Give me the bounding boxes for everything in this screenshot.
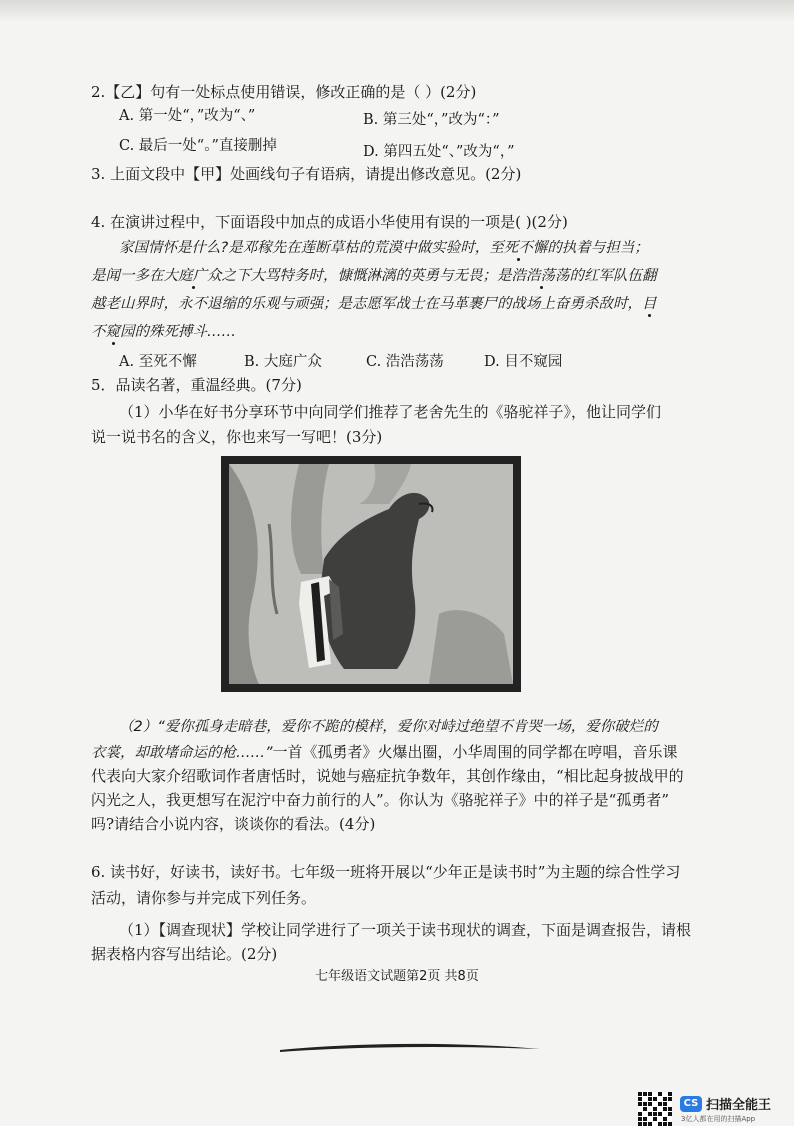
camel-illustration [221, 456, 521, 692]
q2-option-c: C. 最后一处“。”直接删掉 [119, 138, 277, 154]
q5-part2-line-3: 代表向大家介绍歌词作者唐恬时，说她与癌症抗争数年，其创作缘由，“相比起身披战甲的 [91, 767, 684, 785]
q6-part1-line-1: （1）【调查现状】学校让同学进行了一项关于读书现状的调查，下面是调查报告，请根 [119, 921, 692, 939]
camscanner-logo-icon: CS [680, 1096, 702, 1112]
q6-part1-line-2: 据表格内容写出结论。(2分) [91, 945, 278, 963]
scan-swoosh-mark [280, 1040, 540, 1054]
q4-passage-line-3: 越老山界时，永不退缩的乐观与顽强；是志愿军战士在马革裹尸的战场上奋勇杀敌时，目 [91, 296, 657, 312]
q4-passage-line-4: 不窥园的殊死搏斗…… [91, 324, 236, 340]
q4-option-a: A. 至死不懈 [119, 354, 197, 370]
q2-option-d: D. 第四五处“、”改为“，” [363, 144, 515, 160]
q4-passage-line-1: 家国情怀是什么?是邓稼先在莲断草枯的荒漠中做实验时，至死不懈的执着与担当； [119, 240, 649, 256]
q4-idiom-a: 至死不懈 [489, 240, 548, 256]
scan-top-edge [0, 0, 794, 22]
camel-illustration-art [229, 464, 513, 684]
q5-part1-line-2: 说一说书名的含义，你也来写一写吧！(3分) [91, 428, 383, 446]
q4-stem: 4. 在演讲过程中，下面语段中加点的成语小华使用有误的一项是( )(2分) [91, 213, 568, 231]
q2-option-a: A. 第一处“，”改为“、” [119, 108, 256, 124]
q6-line-2: 活动，请你参与并完成下列任务。 [91, 889, 317, 907]
q5-stem: 5．品读名著，重温经典。(7分) [91, 376, 302, 394]
q4-option-d: D. 目不窥园 [484, 354, 563, 370]
q5-part2-line-1: （2）“爱你孤身走暗巷，爱你不跪的模样，爱你对峙过绝望不肯哭一场，爱你破烂的 [119, 719, 658, 735]
q5-part2-line-5: 吗?请结合小说内容，谈谈你的看法。(4分) [91, 815, 376, 833]
q4-option-b: B. 大庭广众 [244, 354, 322, 370]
q5-part1-line-1: （1）小华在好书分享环节中向同学们推荐了老舍先生的《骆驼祥子》，他让同学们 [119, 403, 662, 421]
q4-passage-line-2: 是闻一多在大庭广众之下大骂特务时，慷慨淋漓的英勇与无畏；是浩浩荡荡的红军队伍翻 [91, 268, 657, 284]
page-footer: 七年级语文试题第2页 共8页 [315, 969, 479, 984]
q6-line-1: 6. 读书好，好读书，读好书。七年级一班将开展以“少年正是读书时”为主题的综合性学习 [91, 863, 681, 881]
q4-option-c: C. 浩浩荡荡 [366, 354, 444, 370]
watermark-tagline: 3亿人都在用的扫描App [681, 1115, 756, 1123]
q4-idiom-b: 大庭广众 [163, 268, 222, 284]
q2-stem: 2.【乙】句有一处标点使用错误，修改正确的是（ ）(2分) [91, 83, 477, 101]
q5-part2-line-4: 闪光之人，我更想写在泥泞中奋力前行的人”。你认为《骆驼祥子》中的祥子是“孤勇者” [91, 791, 670, 809]
q4-idiom-c: 浩浩荡荡 [511, 268, 570, 284]
qr-code [638, 1092, 672, 1126]
q4-idiom-d-part1: 目 [642, 296, 657, 312]
q5-part2-line-2: 衣裳，却敢堵命运的枪……”一首《孤勇者》火爆出圈，小华周围的同学都在哼唱，音乐课 [91, 743, 678, 761]
watermark-brand: 扫描全能王 [706, 1098, 772, 1113]
q2-option-b: B. 第三处“，”改为“：” [363, 112, 500, 128]
q4-idiom-d-part2: 不窥园 [91, 324, 135, 340]
q3-stem: 3. 上面文段中【甲】处画线句子有语病，请提出修改意见。(2分) [91, 165, 522, 183]
